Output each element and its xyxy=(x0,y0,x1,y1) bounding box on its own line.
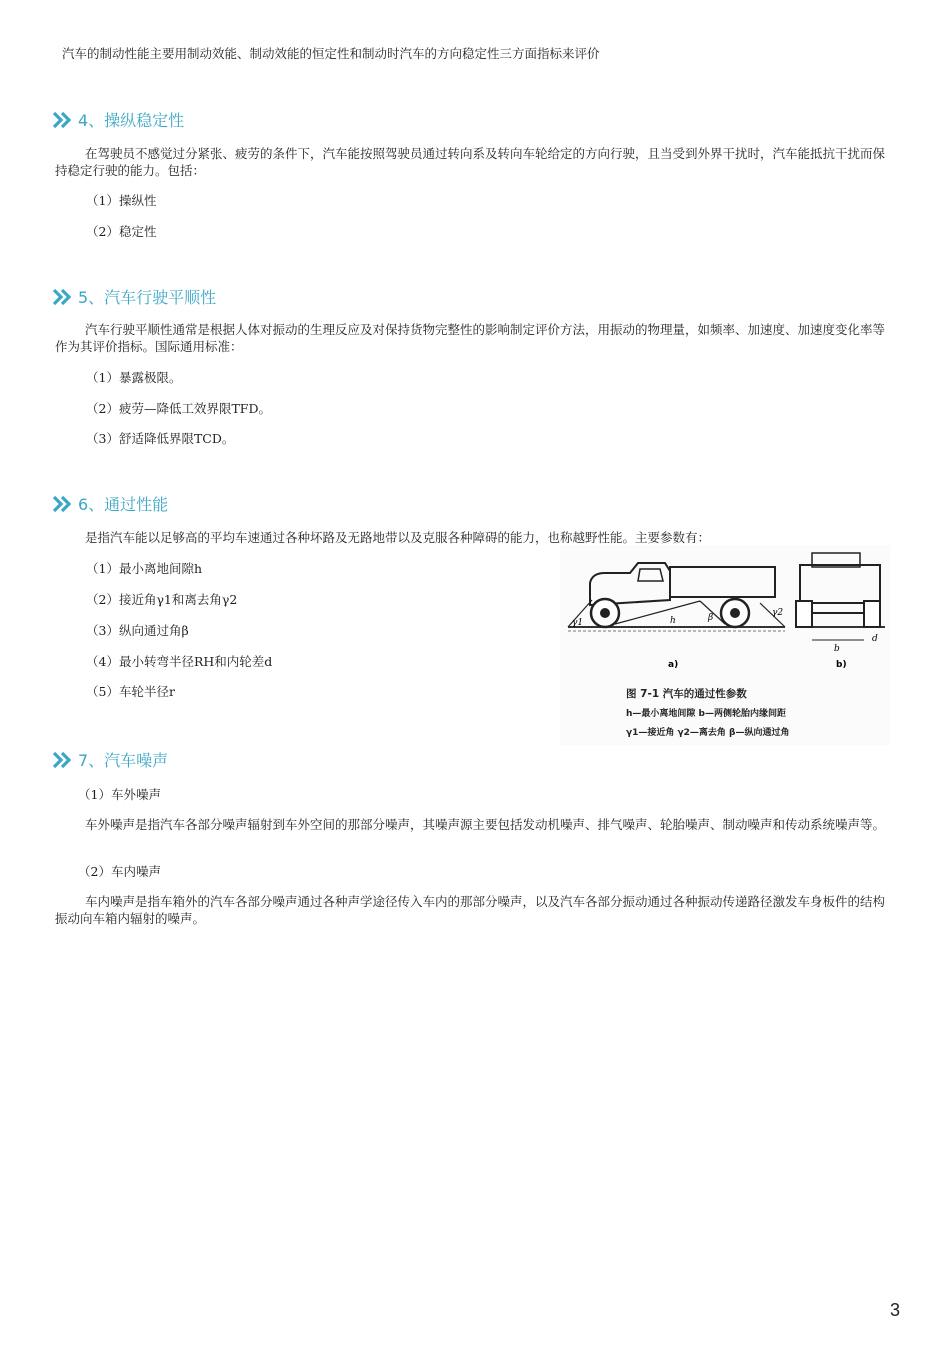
section-title: 5、汽车行驶平顺性 xyxy=(78,288,217,307)
d-label: d xyxy=(872,634,878,644)
list-item: （1）操纵性 xyxy=(86,193,157,208)
section-title: 7、汽车噪声 xyxy=(78,751,169,770)
section-heading-4 xyxy=(52,108,184,131)
gamma2-label: γ2 xyxy=(772,608,784,618)
section-paragraph: 车内噪声是指车箱外的汽车各部分噪声通过各种声学途径传入车内的那部分噪声，以及汽车各部分振动通过各种振动传递路径激发车身板件的结构振动向车箱内辐射的噪声。 xyxy=(55,894,886,926)
figure-passability xyxy=(560,545,890,745)
list-item: （1）最小离地间隙h xyxy=(86,561,203,576)
section-heading-6 xyxy=(52,492,168,515)
double-chevron-icon xyxy=(52,288,74,306)
label-b: b) xyxy=(836,660,847,670)
h-label: h xyxy=(670,616,676,626)
figure-caption-line: h—最小离地间隙 b—两侧轮胎内缘间距 xyxy=(626,709,786,719)
list-item: （5）车轮半径r xyxy=(86,684,175,699)
label-a: a) xyxy=(668,660,679,670)
figure-caption-title: 图 7-1 汽车的通过性参数 xyxy=(626,688,747,700)
list-item: （2）疲劳—降低工效界限TFD。 xyxy=(86,401,271,416)
double-chevron-icon xyxy=(52,111,74,129)
beta-label: β xyxy=(708,613,714,623)
figure-caption-line: γ1—接近角 γ2—离去角 β—纵向通过角 xyxy=(626,728,790,738)
list-item: （3）纵向通过角β xyxy=(86,623,189,638)
sub-heading: （2）车内噪声 xyxy=(78,864,161,879)
page-number: 3 xyxy=(890,1300,901,1320)
list-item: （2）稳定性 xyxy=(86,224,157,239)
list-item: （3）舒适降低界限TCD。 xyxy=(86,431,235,446)
section-title: 6、通过性能 xyxy=(78,495,169,514)
section-paragraph: 是指汽车能以足够高的平均车速通过各种坏路及无路地带以及克服各种障碍的能力，也称越野性能。主要参数有： xyxy=(85,530,711,545)
section-heading-5 xyxy=(52,285,216,308)
list-item: （1）暴露极限。 xyxy=(86,370,182,385)
sub-heading: （1）车外噪声 xyxy=(78,787,161,802)
vehicle-diagram xyxy=(560,545,890,685)
list-item: （4）最小转弯半径RH和内轮差d xyxy=(86,654,273,669)
section-heading-7 xyxy=(52,748,168,771)
b-label: b xyxy=(834,644,840,654)
section-paragraph: 在驾驶员不感觉过分紧张、疲劳的条件下，汽车能按照驾驶员通过转向系及转向车轮给定的方向行驶，且当受到外界干扰时，汽车能抵抗干扰而保持稳定行驶的能力。包括： xyxy=(55,146,886,178)
list-item: （2）接近角γ1和离去角γ2 xyxy=(86,592,238,607)
section-paragraph: 汽车行驶平顺性通常是根据人体对振动的生理反应及对保持货物完整性的影响制定评价方法，用振动的物理量，如频率、加速度、加速度变化率等作为其评价指标。国际通用标准： xyxy=(55,322,886,354)
intro-text: 汽车的制动性能主要用制动效能、制动效能的恒定性和制动时汽车的方向稳定性三方面指标来评价 xyxy=(62,46,600,61)
section-title: 4、操纵稳定性 xyxy=(78,111,185,130)
gamma1-label: γ1 xyxy=(572,618,584,628)
double-chevron-icon xyxy=(52,495,74,513)
double-chevron-icon xyxy=(52,751,74,769)
section-paragraph: 车外噪声是指汽车各部分噪声辐射到车外空间的那部分噪声，其噪声源主要包括发动机噪声、排气噪声、轮胎噪声、制动噪声和传动系统噪声等。 xyxy=(85,817,886,832)
